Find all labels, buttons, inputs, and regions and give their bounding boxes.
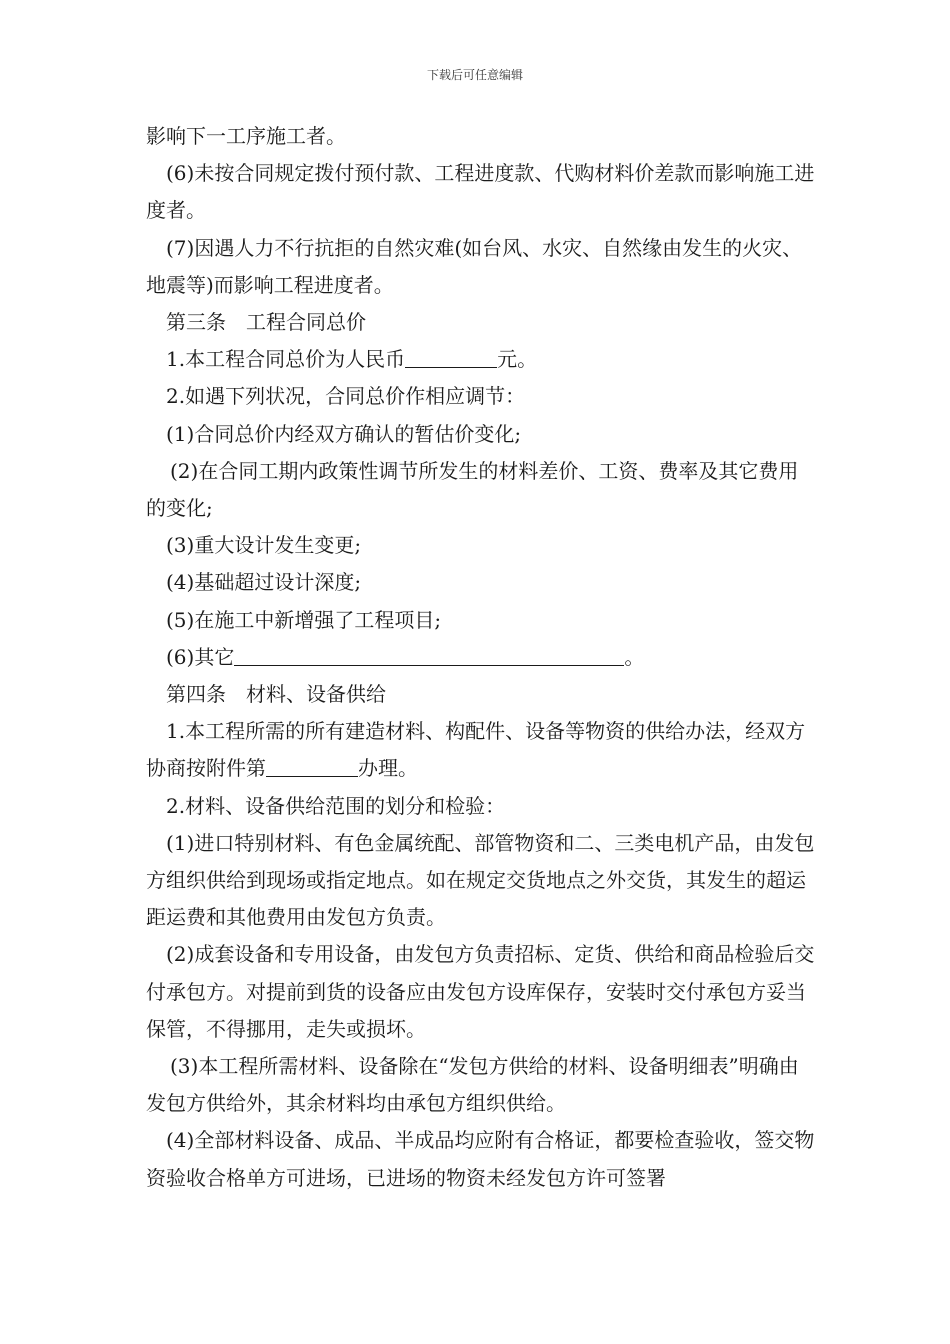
paragraph: (4)基础超过设计深度; <box>166 570 362 595</box>
paragraph: (7)因遇人力不行抗拒的自然灾难(如台风、水灾、自然缘由发生的火灾、地震等)而影响工程进度者。 <box>146 235 803 297</box>
paragraph-text: 办理。 <box>358 756 418 781</box>
paragraph-text: 。 <box>624 644 645 669</box>
document-body <box>146 118 816 1197</box>
paragraph: (2)成套设备和专用设备，由发包方负责招标、定货、供给和商品检验后交付承包方。对提前到货的设备应由发包方设库保存，安装时交付承包方妥当保管，不得挪用，走失或损坏。 <box>146 942 815 1041</box>
paragraph: (1)进口特别材料、有色金属统配、部管物资和二、三类电机产品，由发包方组织供给到现场或指定地点。如在规定交货地点之外交货，其发生的超运距运费和其他费用由发包方负责。 <box>146 830 815 930</box>
fill-blank <box>405 349 497 368</box>
page-header: 下载后可任意编辑 <box>426 68 523 82</box>
article-heading: 第四条 材料、设备供给 <box>166 682 386 707</box>
paragraph-text: 元。 <box>497 347 538 372</box>
paragraph-text: 1.本工程所需的所有建造材料、构配件、设备等物资的供给办法，经双方协商按附件第 <box>146 719 806 781</box>
paragraph: (6)未按合同规定拨付预付款、工程进度款、代购材料价差款而影响施工进度者。 <box>146 161 815 223</box>
paragraph: 2.如遇下列状况，合同总价作相应调节： <box>166 384 526 409</box>
paragraph-text: 1.本工程合同总价为人民币 <box>166 347 406 372</box>
paragraph: (2)在合同工期内政策性调节所发生的材料差价、工资、费率及其它费用的变化; <box>146 458 799 521</box>
paragraph-text: (6)其它 <box>166 644 235 669</box>
paragraph: (4)全部材料设备、成品、半成品均应附有合格证，都要检查验收，签交物资验收合格单方可进场，已进场的物资未经发包方许可签署 <box>146 1128 815 1190</box>
paragraph-with-blank <box>146 713 816 787</box>
paragraph: 2.材料、设备供给范围的划分和检验： <box>166 793 506 818</box>
paragraph: (1)合同总价内经双方确认的暂估价变化; <box>166 421 522 446</box>
paragraph-with-blank <box>146 341 816 378</box>
paragraph: (3)重大设计发生变更; <box>166 533 362 558</box>
paragraph: (5)在施工中新增强了工程项目; <box>166 607 442 632</box>
fill-blank <box>234 647 624 666</box>
fill-blank <box>266 758 358 777</box>
paragraph: (3)本工程所需材料、设备除在“发包方供给的材料、设备明细表”明确由发包方供给外，其余材料均由承包方组织供给。 <box>146 1054 799 1116</box>
paragraph: 影响下一工序施工者。 <box>146 124 346 148</box>
article-heading: 第三条 工程合同总价 <box>166 310 366 335</box>
paragraph-with-blank <box>146 639 816 676</box>
